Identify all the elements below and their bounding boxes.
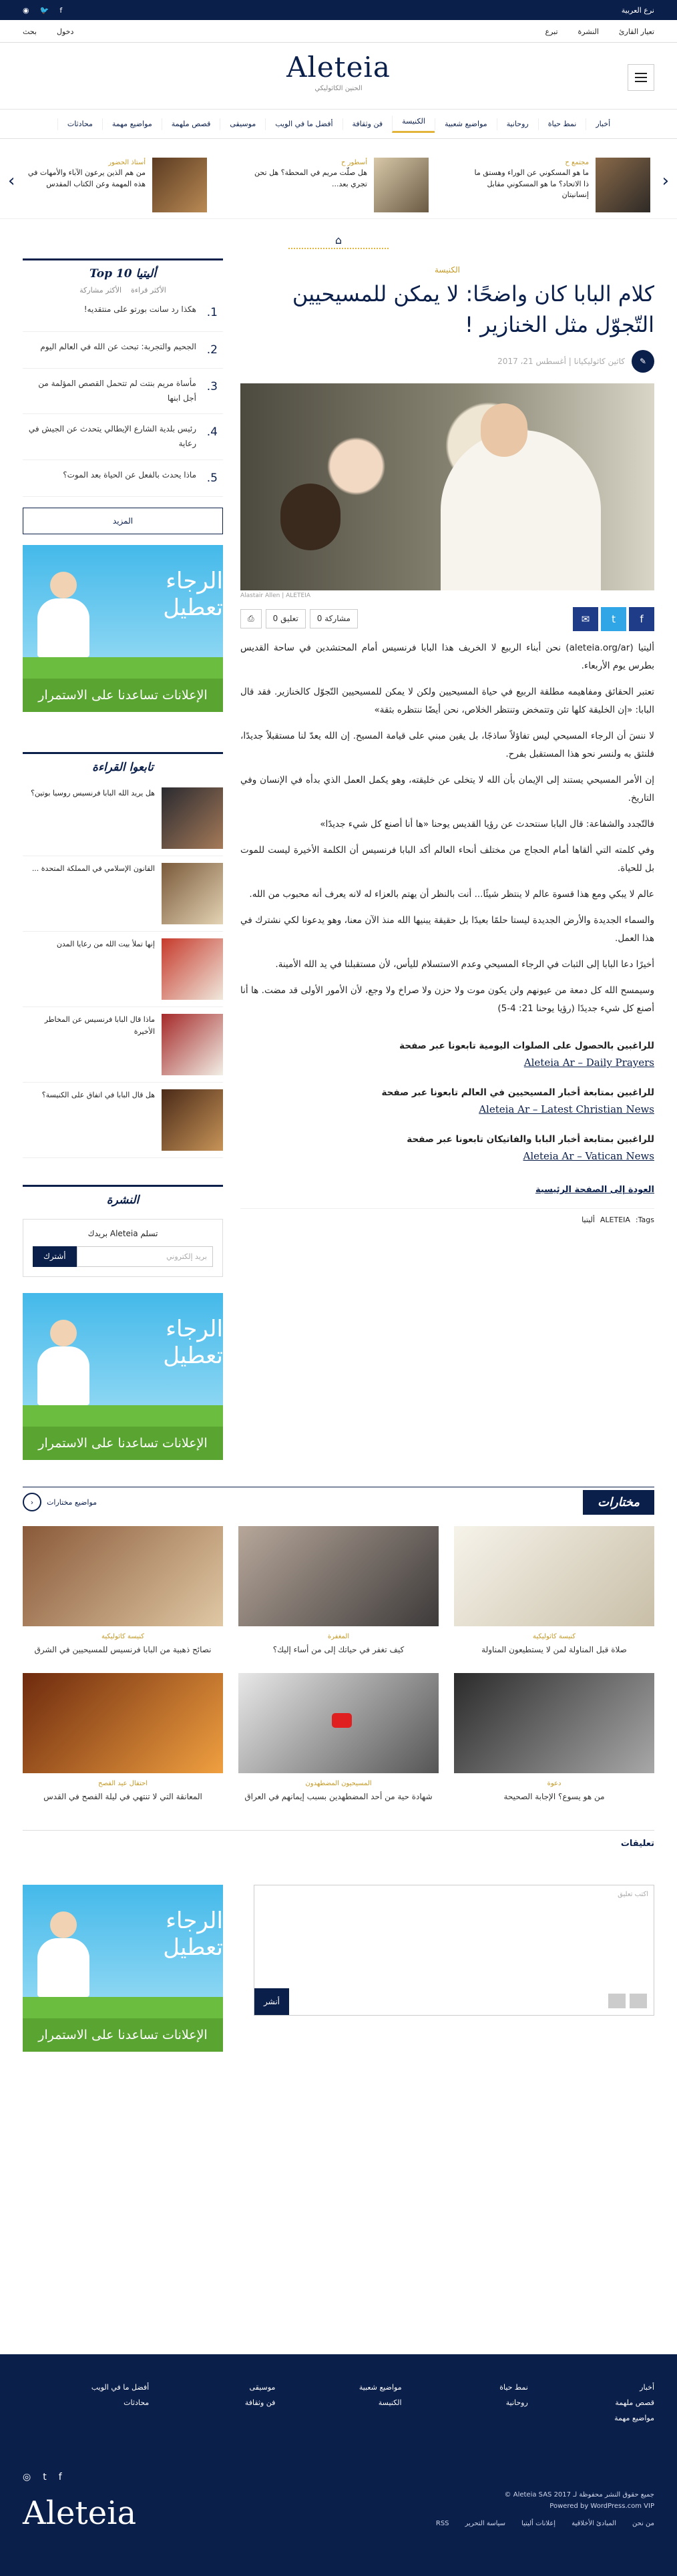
tag-link[interactable]: أليتيا xyxy=(582,1215,595,1224)
featured-thumb xyxy=(596,158,650,212)
tab-most-read[interactable]: الأكثر قراءة xyxy=(131,286,166,295)
tags-label: Tags: xyxy=(635,1215,654,1224)
article-meta xyxy=(240,350,654,373)
top-bar xyxy=(0,0,677,20)
home-icon[interactable]: ⌂ xyxy=(334,234,343,246)
prev-arrow-icon[interactable]: ‹ xyxy=(662,171,669,191)
ad-banner[interactable] xyxy=(23,1885,223,2052)
top10-item[interactable]: 3. مأساة مريم بنتت لم تتحمل القصص المؤلمة من أجل ابنها xyxy=(23,369,223,414)
featured-text: من هم الذين يرعون الآباء والأمهات في هذه المهمة وعن الكتاب المقدس xyxy=(27,168,146,188)
pope-illustration xyxy=(37,1320,89,1405)
newsletter-widget xyxy=(23,1185,223,1277)
selection-card[interactable]: المغفرة كيف تغفر في حياتك إلى من أساء إليك؟ xyxy=(238,1526,439,1656)
ad-banner[interactable] xyxy=(23,1293,223,1460)
nav-item-music[interactable]: موسيقى xyxy=(220,118,265,130)
follow-link-vatican[interactable]: Aleteia Ar – Vatican News xyxy=(523,1149,654,1162)
site-logo[interactable]: Aleteia xyxy=(286,51,391,83)
selections-section xyxy=(23,1487,654,1803)
author-avatar-icon: ✎ xyxy=(632,350,654,373)
top10-widget xyxy=(23,258,223,534)
article-paragraph: وفي كلمته التي ألقاها أمام الحجاج من مختلف أنحاء العالم أكد البابا فرنسيس أن الكلمة الأخيرة ليست للموت بل للحياة. xyxy=(240,844,654,874)
comments-title: تعليقات xyxy=(23,1830,654,1849)
donate-link[interactable]: تبرع xyxy=(545,27,558,36)
follow-link-prayers[interactable]: Aleteia Ar – Daily Prayers xyxy=(523,1056,654,1069)
facebook-share-icon[interactable]: f xyxy=(629,607,654,631)
article-paragraph: أليتيا (aleteia.org/ar) نحن أبناء الربيع لا الخريف هذا البابا فرنسيس أمام المحتشدين في ساحة القديس بطرس يوم الأربعاء. xyxy=(240,642,654,671)
footer-link[interactable]: روحانية xyxy=(505,2398,528,2408)
sidebar xyxy=(23,258,223,1460)
article-paragraph: عالم لا يبكي ومع هذا قسوة عالم لا ينتظر شيئًا... أنت بالنظر أن يهتم بالعزاء له لانه يعرف أنه محبوب من الله. xyxy=(249,888,654,900)
featured-category: مجتمع ح xyxy=(565,159,589,166)
featured-item[interactable] xyxy=(248,158,429,212)
footer-link[interactable]: أخبار xyxy=(640,2383,654,2392)
follow-heading: للراغبين بمتابعة أخبار البابا والفاتيكان تابعونا عبر صفحة xyxy=(407,1133,654,1145)
comment-count[interactable]: تعليق 0 xyxy=(266,609,306,628)
site-footer xyxy=(0,2354,677,2576)
rss-icon[interactable]: ◉ xyxy=(23,5,29,15)
selections-more-link[interactable]: مواضيع مختارات xyxy=(47,1497,97,1507)
featured-strip xyxy=(0,139,677,219)
play-icon[interactable] xyxy=(332,1713,352,1728)
newsletter-subtitle: تسلم Aleteia بريدك xyxy=(87,1229,158,1239)
follow-heading: للراغبين بالحصول على الصلوات اليومية تابعونا عبر صفحة xyxy=(399,1040,654,1051)
ad-headline: الرجاء تعطيل xyxy=(163,1316,223,1370)
search-link[interactable]: بحث xyxy=(23,27,37,36)
ad-band: الإعلانات تساعدنا على الاستمرار xyxy=(23,679,223,712)
footer-link[interactable]: الكنيسة xyxy=(378,2398,402,2408)
article-paragraph: أخيرًا دعا البابا إلى الثبات في الرجاء المسيحي وعدم الاستسلام لليأس، لأن مستقبلنا في يد الله الأمينة. xyxy=(275,958,654,970)
ad-headline: الرجاء تعطيل xyxy=(163,1907,223,1961)
newsletter-link[interactable]: النشرة xyxy=(578,27,599,36)
nav-item-culture[interactable]: فن وثقافة xyxy=(343,118,393,130)
comments-section xyxy=(23,1830,654,2052)
tags-row xyxy=(240,1208,654,1224)
top10-item[interactable]: 1. هكذا رد سانت بورتو على منتقديه! xyxy=(23,295,223,332)
site-header xyxy=(0,43,677,110)
selection-card[interactable]: دعوة من هو يسوع؟ الإجابة الصحيحة xyxy=(454,1673,654,1803)
reader-choice-link[interactable]: تعيار القارئ xyxy=(618,27,654,36)
chevron-left-icon[interactable]: ‹ xyxy=(23,1493,41,1511)
follow-heading: للراغبين بمتابعة أخبار المسيحيين في العالم تابعونا عبر صفحة xyxy=(381,1087,654,1098)
featured-item[interactable] xyxy=(470,158,650,212)
email-field[interactable]: بريد إلكتروني xyxy=(77,1246,213,1267)
footer-link[interactable]: مواضيع مهمة xyxy=(614,2414,654,2423)
follow-link-news[interactable]: Aleteia Ar – Latest Christian News xyxy=(479,1103,654,1115)
subscribe-button[interactable]: أشترك xyxy=(33,1246,77,1267)
top10-item[interactable]: 4. رئيس بلدية الشارع الإيطالي يتحدث عن الجيش في رعاية xyxy=(23,414,223,459)
image-caption: Alastair Allen | ALETEIA xyxy=(240,592,310,599)
top10-title: أليتيا Top 10 xyxy=(89,267,156,281)
ad-headline: الرجاء تعطيل xyxy=(163,568,223,622)
keep-reading-title: تابعوا القراءة xyxy=(92,761,154,775)
article-category[interactable]: الكنيسة xyxy=(435,265,460,274)
newsletter-title: النشرة xyxy=(106,1193,140,1208)
share-count[interactable]: مشاركة 0 xyxy=(310,609,358,628)
footer-link[interactable]: نمط حياة xyxy=(499,2383,528,2392)
article-paragraph: إن الأمر المسيحي يستند إلى الإيمان بأن الله لا يتخلى عن خليقته، وهو يكمل العمل الذي بدأه في الإنسان وفي التاريخ. xyxy=(240,774,654,803)
hero-image xyxy=(240,383,654,590)
hamburger-menu-button[interactable] xyxy=(628,64,654,91)
twitter-login-icon[interactable] xyxy=(630,1994,647,2008)
follow-links xyxy=(240,1041,654,1162)
divider xyxy=(288,248,389,249)
featured-thumb xyxy=(374,158,429,212)
featured-category: أستاذ الحضور xyxy=(108,159,146,166)
messenger-share-icon[interactable]: ✉ xyxy=(573,607,598,631)
article-paragraph: تعتبر الحقائق ومفاهيمه مطلقة الربيع في حياة المسيحيين ولكن لا يمكن للمسيحيين التّجوّل كالخنازير. فقد قال البابا: «إن الخليقة كلها تئن وتتمخض وتنتظر الخلاص، نحن أيضًا ننتظره بثقة» xyxy=(240,686,654,715)
twitter-icon[interactable]: t xyxy=(43,2472,47,2482)
footer-bottom-link[interactable]: إعلانات أليتيا xyxy=(521,2520,556,2527)
reading-item[interactable]: هل قال البابا في اتفاق على الكنيسة؟ xyxy=(23,1083,223,1158)
top10-item[interactable]: 2. الجحيم والتجربة: تبحث عن الله في العالم اليوم xyxy=(23,332,223,369)
twitter-icon[interactable]: 🐦 xyxy=(39,5,49,15)
top10-item[interactable]: 5. ماذا يحدث بالفعل عن الحياة بعد الموت؟ xyxy=(23,460,223,498)
reading-item[interactable]: إنها تملأ بيت الله من رعايا المدن xyxy=(23,932,223,1007)
article-paragraph: لا ننسَ أن الرجاء المسيحي ليس تفاؤلاً ساذجًا، بل يقين مبني على قيامة المسيح. إن الله يعدّ لنا مستقبلاً جديدًا، فلنثق به ولنسر نحو هذا المستقبل بفرح. xyxy=(240,730,654,759)
tab-most-shared[interactable]: الأكثر مشاركة xyxy=(79,286,122,295)
language-selector[interactable]: نرع العربية xyxy=(621,5,654,15)
selection-card[interactable]: كنيسة كاثوليكية صلاة قبل المناولة لمن لا يستطيعون المناولة xyxy=(454,1526,654,1656)
ad-banner[interactable] xyxy=(23,545,223,712)
reading-item[interactable]: القانون الإسلامي في المملكة المتحدة ... xyxy=(23,856,223,932)
nav-item-best-of-web[interactable]: أفضل ما في الويب xyxy=(265,118,342,130)
nav-item-church[interactable]: الكنيسة xyxy=(392,116,435,133)
footer-bottom-link[interactable]: سياسة التحرير xyxy=(465,2520,506,2527)
article-paragraph: والسماء الجديدة والأرض الجديدة ليستا حلمًا بعيدًا بل حقيقة يبنيها الله منذ الآن معنا، وهو يدعونا لكي نشترك في هذا العمل. xyxy=(240,914,654,944)
selection-card[interactable]: المسيحيون المضطهدون شهادة حية من أحد المضطهدين بسبب إيمانهم في العراق xyxy=(238,1673,439,1803)
reading-item[interactable]: هل يريد الله البابا فرنسيس روسيا بوتين؟ xyxy=(23,781,223,856)
article-title: كلام البابا كان واضحًا: لا يمكن للمسيحيين التّجوّل مثل الخنازير ! xyxy=(292,281,654,338)
nav-item-spirituality[interactable]: روحانية xyxy=(497,118,538,130)
article-paragraph: وسيمسح الله كل دمعة من عيونهم ولن يكون موت ولا حزن ولا صراخ ولا وجع، لأن الأمور الأولى قد مضت. ها أنا أصنع كل شيء جديدًا (رؤيا يوحنا 21: 4-5) xyxy=(240,984,654,1014)
nav-item-popular[interactable]: مواضيع شعبية xyxy=(435,118,497,130)
nav-item-news[interactable]: أخبار xyxy=(586,118,620,130)
main-nav xyxy=(0,110,677,139)
footer-link[interactable]: موسيقى xyxy=(249,2383,276,2392)
selection-card[interactable]: احتفال عيد الفصح المعانقة التي لا تنتهي في ليلة الفصح في القدس xyxy=(23,1673,223,1803)
article-body xyxy=(240,639,654,1018)
tag-link[interactable]: ALETEIA xyxy=(600,1215,630,1224)
featured-text: ما هو المسكوني عن الوراء وهستق ما ذا الاتحاد؟ ما هو المسكوني مقابل إنسانيتان xyxy=(474,168,589,199)
comment-form[interactable] xyxy=(254,1885,654,2016)
facebook-icon[interactable]: f xyxy=(58,2472,62,2482)
footer-bottom-link[interactable]: المبادئ الأخلاقية xyxy=(572,2520,616,2527)
post-comment-button[interactable]: أنشر xyxy=(254,1988,289,2015)
comment-textarea[interactable]: اكتب تعليق xyxy=(618,1890,648,1898)
back-home-link[interactable]: العودة إلى الصفحة الرئيسية xyxy=(535,1184,654,1195)
next-arrow-icon[interactable]: › xyxy=(8,171,15,191)
twitter-share-icon[interactable]: t xyxy=(601,607,626,631)
featured-category: أسطور ح xyxy=(341,159,367,166)
article xyxy=(240,258,654,1460)
footer-link[interactable]: أفضل ما في الويب xyxy=(91,2383,150,2392)
more-button[interactable]: المزيد xyxy=(23,508,223,534)
share-bar xyxy=(240,607,654,631)
footer-copyright: جميع حقوق النشر محفوظة لـ Aleteia SAS 2017 © Powered by WordPress.com VIP xyxy=(504,2491,654,2510)
footer-logo[interactable]: Aleteia xyxy=(23,2495,137,2532)
pope-illustration xyxy=(37,1911,89,1997)
featured-item[interactable] xyxy=(27,158,207,212)
site-tagline: الحنين الكاثوليكي xyxy=(314,85,363,92)
keep-reading-widget xyxy=(23,752,223,1158)
selection-card[interactable]: كنيسة كاثوليكية نصائح ذهبية من البابا فرنسيس للمسيحيين في الشرق xyxy=(23,1526,223,1656)
print-icon[interactable]: ⎙ xyxy=(240,609,262,628)
nav-item-topics[interactable]: مواضيع مهمة xyxy=(102,118,162,130)
footer-link[interactable]: محادثات xyxy=(124,2398,150,2408)
featured-text: هل صلّت مريم في المحطة؟ هل تحن تجري بعد... xyxy=(254,168,367,188)
pope-illustration xyxy=(37,572,89,657)
instagram-icon[interactable]: ◎ xyxy=(23,2472,31,2482)
footer-link[interactable]: قصص ملهمة xyxy=(615,2398,654,2408)
ad-band: الإعلانات تساعدنا على الاستمرار xyxy=(23,1427,223,1460)
footer-link[interactable]: مواضيع شعبية xyxy=(359,2383,402,2392)
facebook-icon[interactable]: f xyxy=(59,5,63,15)
footer-link[interactable]: فن وثقافة xyxy=(244,2398,276,2408)
nav-item-talks[interactable]: محادثات xyxy=(57,118,102,130)
footer-bottom-link[interactable]: RSS xyxy=(435,2520,449,2527)
login-link[interactable]: دخول xyxy=(56,27,74,36)
nav-item-lifestyle[interactable]: نمط حياة xyxy=(538,118,586,130)
footer-bottom-link[interactable]: من نحن xyxy=(632,2520,654,2527)
selections-title: مختارات xyxy=(583,1490,654,1515)
nav-item-inspiring[interactable]: قصص ملهمة xyxy=(162,118,220,130)
article-byline: كاثين كاثوليكيانا | أغسطس 21، 2017 xyxy=(497,356,625,366)
utility-bar xyxy=(0,20,677,43)
article-paragraph: فالتّجدد والشفاعة: قال البابا سنتحدث عن رؤيا القديس يوحنا «ها أنا أصنع كل شيء جديدًا» xyxy=(320,818,654,830)
featured-thumb xyxy=(152,158,207,212)
ad-band: الإعلانات تساعدنا على الاستمرار xyxy=(23,2018,223,2052)
reading-item[interactable]: ماذا قال البابا فرنسيس عن المخاطر الأخيرة xyxy=(23,1007,223,1083)
facebook-login-icon[interactable] xyxy=(608,1994,626,2008)
